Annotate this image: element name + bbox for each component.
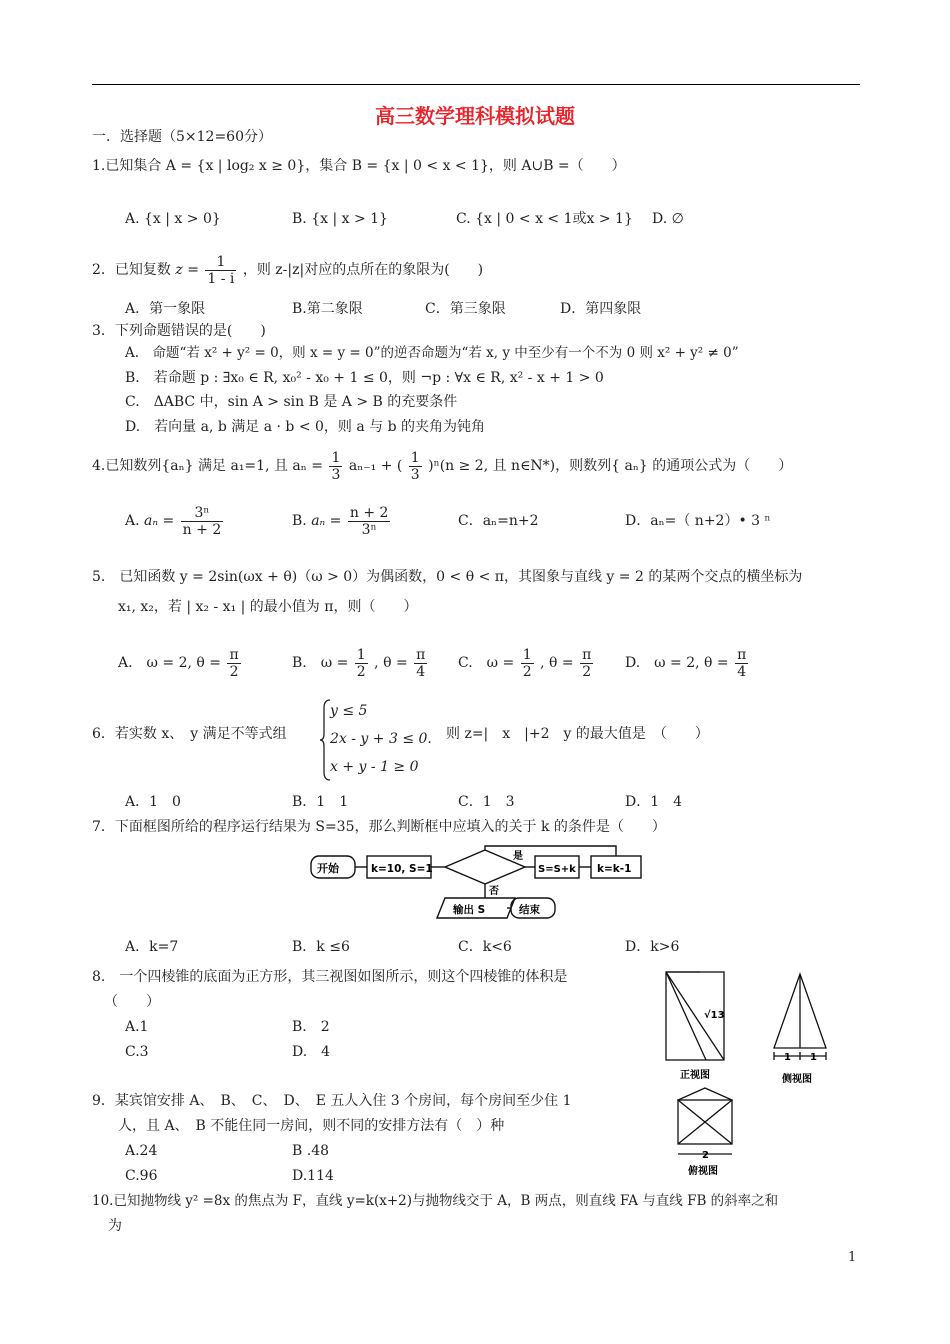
question-3-option-b: B. 若命题 p : ∃x₀ ∈ R, x₀² - x₀ + 1 ≤ 0，则 ¬p : ∀x ∈ R, x² - x + 1 > 0	[125, 370, 604, 386]
fraction-denominator: n + 2	[182, 521, 222, 538]
fraction-numerator: π	[582, 646, 592, 663]
question-7-option-a: A．k=7	[125, 939, 179, 955]
question-6-prefix: 6．若实数 x、 y 满足不等式组	[92, 726, 287, 742]
fraction-denominator: 2	[229, 663, 239, 680]
header-rule	[92, 84, 860, 85]
question-1-option-a: A. {x | x > 0}	[125, 211, 221, 227]
flow-update-s-label: S=S+k	[538, 864, 576, 875]
question-6-constraint-2: 2x - y + 3 ≤ 0.	[330, 731, 432, 747]
question-9-option-c: C.96	[125, 1168, 158, 1184]
question-3-option-d: D. 若向量 a, b 满足 a · b < 0，则 a 与 b 的夹角为钝角	[125, 419, 486, 435]
fraction-numerator: 1	[356, 646, 366, 663]
question-8-stem: 8. 一个四棱锥的底面为正方形，其三视图如图所示，则这个四棱锥的体积是	[92, 969, 568, 985]
question-5-line-1: 5. 已知函数 y = 2sin(ωx + θ)（ω > 0）为偶函数，0 < θ < π，其图象与直线 y = 2 的某两个交点的横坐标为	[92, 569, 803, 585]
side-width-label-1: 1	[784, 1052, 791, 1063]
question-4-fraction-base	[409, 450, 422, 483]
question-2-prefix: 2．已知复数	[92, 262, 171, 278]
question-4-option-a	[125, 503, 225, 539]
question-7-flowchart	[305, 842, 650, 924]
option-fraction	[181, 505, 224, 538]
side-width-label-2: 1	[810, 1052, 817, 1063]
front-view-caption: 正视图	[680, 1070, 710, 1081]
option-fraction	[735, 647, 748, 680]
fraction-denominator: 4	[416, 663, 426, 680]
question-8-option-a: A.1	[125, 1019, 149, 1035]
section-heading: 一．选择题（5×12=60分）	[92, 129, 272, 145]
question-1-stem: 1.已知集合 A = {x | log₂ x ≥ 0}，集合 B = {x | 0 < x < 1}，则 A∪B =（ ）	[92, 158, 626, 174]
question-3-stem: 3．下列命题错误的是( )	[92, 323, 266, 339]
question-2-stem	[92, 252, 483, 288]
option-label: A.	[125, 513, 140, 529]
question-4-stem	[92, 448, 792, 484]
question-4-option-d: D．aₙ=（ n+2）• 3 ⁿ	[625, 513, 771, 529]
fraction-numerator: 1	[205, 254, 236, 271]
option-text: , θ =	[540, 655, 574, 671]
question-8-paren: （ ）	[104, 994, 160, 1010]
option-fraction	[227, 647, 240, 680]
question-5-line-2: x₁, x₂，若 | x₂ - x₁ | 的最小值为 π，则（ ）	[118, 599, 418, 615]
option-label: B.	[292, 513, 307, 529]
fraction-numerator: 1	[410, 449, 420, 466]
question-1-option-d: D. ∅	[652, 211, 684, 227]
fraction-denominator: 3	[410, 466, 420, 483]
question-4-option-b	[292, 503, 392, 539]
top-view-caption: 俯视图	[688, 1166, 718, 1177]
question-7-option-c: C．k<6	[458, 939, 512, 955]
question-9-option-d: D.114	[292, 1168, 334, 1184]
question-4-suffix: )ⁿ(n ≥ 2, 且 n∈N*)，则数列{ aₙ} 的通项公式为（ ）	[428, 458, 793, 474]
flow-start-label: 开始	[317, 862, 339, 875]
option-lhs: aₙ =	[311, 513, 342, 529]
question-1-option-b: B. {x | x > 1}	[292, 211, 388, 227]
flow-yes-label: 是	[513, 851, 523, 862]
option-text: D. ω = 2, θ =	[625, 655, 729, 671]
question-2-option-d: D．第四象限	[560, 301, 642, 317]
question-6-suffix: 则 z=| x |+2 y 的最大值是 （ ）	[446, 726, 709, 742]
option-text: C. ω =	[458, 655, 515, 671]
question-9-line-1: 9．某宾馆安排 A、 B、 C、 D、 E 五人入住 3 个房间，每个房间至少住 1	[92, 1093, 572, 1109]
question-10-line-2: 为	[108, 1218, 122, 1234]
fraction-denominator: 1 - i	[207, 270, 235, 287]
question-8-three-views	[660, 960, 860, 1180]
option-fraction	[348, 505, 391, 538]
question-2-option-a: A．第一象限	[125, 301, 206, 317]
question-8-option-c: C.3	[125, 1044, 149, 1060]
top-width-label: 2	[702, 1150, 709, 1161]
option-text: B. ω =	[292, 655, 349, 671]
question-6-constraint-3: x + y - 1 ≥ 0	[330, 759, 419, 775]
question-4-option-c: C．aₙ=n+2	[458, 513, 539, 529]
option-fraction	[521, 647, 534, 680]
fraction-numerator: π	[229, 646, 239, 663]
option-text: A. ω = 2, θ =	[118, 655, 222, 671]
question-7-option-d: D．k>6	[625, 939, 680, 955]
fraction-numerator: 1	[331, 449, 341, 466]
option-lhs: aₙ =	[144, 513, 175, 529]
fraction-denominator: 4	[737, 663, 747, 680]
question-3-option-a: A. 命题“若 x² + y² = 0，则 x = y = 0”的逆否命题为“若 x, y 中至少有一个不为 0 则 x² + y² ≠ 0”	[125, 345, 739, 361]
flow-update-k-label: k=k-1	[597, 863, 632, 875]
question-6-constraint-1: y ≤ 5	[330, 703, 368, 719]
question-8-option-b: B. 2	[292, 1019, 330, 1035]
side-view-caption: 侧视图	[782, 1074, 812, 1085]
sqrt13-label: √13	[704, 1010, 725, 1021]
fraction-denominator: 2	[522, 663, 532, 680]
question-2-option-c: C．第三象限	[425, 301, 506, 317]
flow-end-label: 结束	[519, 904, 540, 916]
question-7-stem: 7．下面框图所给的程序运行结果为 S=35，那么判断框中应填入的关于 k 的条件是（ ）	[92, 819, 666, 835]
question-3-option-c: C. ΔABC 中，sin A > sin B 是 A > B 的充要条件	[125, 394, 458, 410]
question-2-option-b: B.第二象限	[292, 301, 363, 317]
option-text: , θ =	[374, 655, 408, 671]
option-fraction	[355, 647, 368, 680]
question-4-middle: aₙ₋₁ + (	[348, 458, 403, 474]
question-5-option-a	[118, 645, 243, 681]
question-5-option-b	[292, 645, 429, 681]
question-4-prefix: 4.已知数列{aₙ} 满足 a₁=1, 且 aₙ =	[92, 458, 324, 474]
question-8-option-d: D. 4	[292, 1044, 331, 1060]
question-9-option-b: B .48	[292, 1143, 330, 1159]
fraction-numerator: π	[737, 646, 747, 663]
fraction-numerator: 3ⁿ	[181, 505, 224, 522]
fraction-denominator: 2	[356, 663, 366, 680]
question-1-option-c: C. {x | 0 < x < 1或x > 1}	[456, 211, 633, 227]
question-6-option-d: D．1 4	[625, 794, 683, 810]
question-6-option-b: B．1 1	[292, 794, 349, 810]
flow-init-label: k=10, S=1	[371, 863, 433, 875]
fraction-denominator: 3	[331, 466, 341, 483]
question-4-fraction-one-third	[329, 450, 342, 483]
fraction-denominator: 3ⁿ	[361, 521, 377, 538]
question-9-line-2: 人，且 A、 B 不能住同一房间，则不同的安排方法有（ ）种	[118, 1118, 505, 1134]
page-title: 高三数学理科模拟试题	[375, 104, 575, 128]
option-fraction	[414, 647, 427, 680]
option-fraction	[580, 647, 593, 680]
question-6-option-c: C．1 3	[458, 794, 515, 810]
question-5-option-d	[625, 645, 750, 681]
question-2-z: z =	[175, 262, 199, 278]
question-6-option-a: A．1 0	[125, 794, 181, 810]
flow-output-label: 输出 S	[453, 904, 486, 916]
question-2-fraction	[205, 254, 236, 287]
flow-no-label: 否	[489, 886, 499, 897]
fraction-numerator: n + 2	[349, 504, 389, 521]
fraction-denominator: 2	[582, 663, 592, 680]
page-number: 1	[848, 1250, 857, 1265]
fraction-numerator: 1	[522, 646, 532, 663]
question-9-option-a: A.24	[125, 1143, 158, 1159]
question-10-line-1: 10.已知抛物线 y² =8x 的焦点为 F，直线 y=k(x+2)与抛物线交于 A，B 两点，则直线 FA 与直线 FB 的斜率之和	[92, 1193, 779, 1209]
question-5-option-c	[458, 645, 595, 681]
question-7-option-b: B．k ≤6	[292, 939, 350, 955]
question-2-suffix: ，则 z-|z|对应的点所在的象限为( )	[242, 262, 484, 278]
fraction-numerator: π	[416, 646, 426, 663]
